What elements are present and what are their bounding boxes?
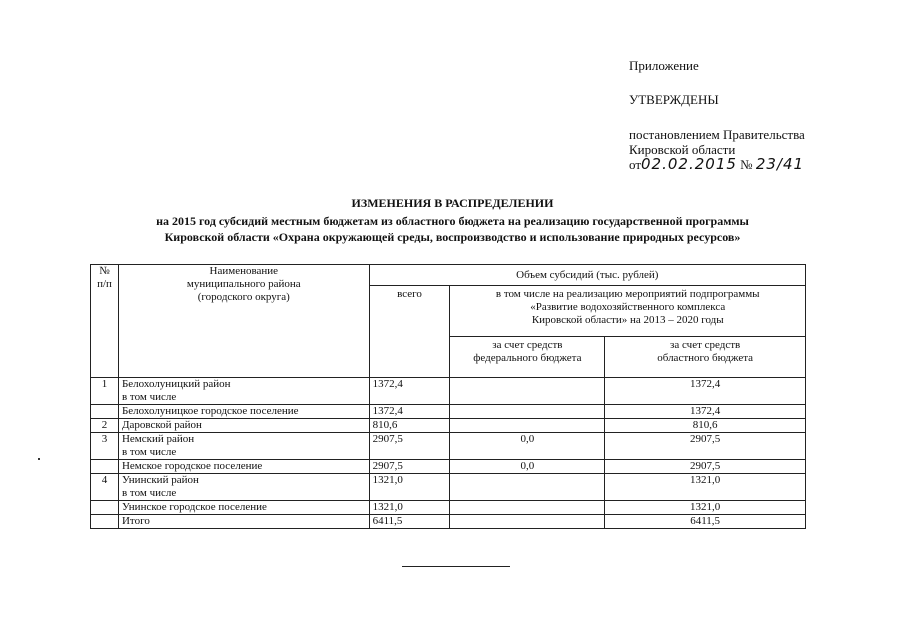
header-volume: Объем субсидий (тыс. рублей) [369,265,805,286]
from-prefix: от [629,157,642,172]
row-name: Немское городское поселение [118,460,369,474]
handwritten-number: 23/41 [755,155,805,173]
appendix-label: Приложение [629,58,699,73]
header-federal-line: за счет средств [492,339,563,351]
header-total: всего [369,286,450,378]
header-regional-line: за счет средств [670,339,741,351]
row-name [118,378,369,405]
row-num: 1 [91,378,119,405]
row-num [91,501,119,515]
table-row [91,433,806,460]
header-subprogram-line: Кировской области» на 2013 – 2020 годы [531,314,724,326]
row-regional: 1321,0 [605,501,806,515]
row-total: 810,6 [369,419,450,433]
row-regional: 1321,0 [605,474,806,501]
header-regional [605,337,806,378]
row-name-line: в том числе [121,446,177,458]
table-row [91,474,806,501]
scan-speck [38,458,40,460]
row-regional: 6411,5 [605,515,806,529]
row-name: Даровской район [118,419,369,433]
resolution-line-1: постановлением Правительства [629,127,805,142]
row-federal [450,405,605,419]
subsidy-table [90,264,806,529]
header-subprogram-line: в том числе на реализацию мероприятий подпрограммы [495,288,760,300]
header-name-line: муниципального района [186,278,301,290]
row-name-line: в том числе [121,487,177,499]
row-regional: 2907,5 [605,460,806,474]
header-name-line: (городского округа) [197,291,290,303]
header-subprogram-line: «Развитие водохозяйственного комплекса [530,301,726,313]
header-name [118,265,369,378]
row-regional: 1372,4 [605,405,806,419]
row-federal [450,419,605,433]
document-title: ИЗМЕНЕНИЯ В РАСПРЕДЕЛЕНИИ [351,196,554,210]
table-row [91,460,806,474]
header-federal [450,337,605,378]
row-federal [450,378,605,405]
header-num-line: № [99,265,110,277]
header-num [91,265,119,378]
row-regional: 810,6 [605,419,806,433]
header-subprogram [450,286,806,337]
table-row [91,405,806,419]
row-name: Итого [118,515,369,529]
handwritten-date: 02.02.2015 [641,155,737,173]
document-subtitle-line-2: Кировской области «Охрана окружающей среды, воспроизводство и использование природных ресурсов» [164,230,741,244]
table-row [91,501,806,515]
table-row [91,419,806,433]
row-regional: 1372,4 [605,378,806,405]
row-federal [450,501,605,515]
row-name: Белохолуницкое городское поселение [118,405,369,419]
resolution-date-line [629,157,804,172]
row-total: 1321,0 [369,501,450,515]
number-prefix: № [740,157,753,172]
row-num: 3 [91,433,119,460]
approved-label: УТВЕРЖДЕНЫ [629,92,719,107]
header-federal-line: федерального бюджета [473,352,582,364]
row-total: 2907,5 [369,460,450,474]
row-num [91,515,119,529]
header-name-line: Наименование [209,265,279,277]
row-name-line: в том числе [121,391,177,403]
closing-divider [402,566,510,567]
header-regional-line: областного бюджета [657,352,754,364]
row-total: 1372,4 [369,378,450,405]
row-name [118,474,369,501]
row-federal: 0,0 [450,460,605,474]
row-num [91,405,119,419]
row-name: Унинское городское поселение [118,501,369,515]
row-federal [450,474,605,501]
row-federal [450,515,605,529]
document-subtitle-line-1: на 2015 год субсидий местным бюджетам из областного бюджета на реализацию государственной программы [156,214,749,228]
table-row-total [91,515,806,529]
row-federal: 0,0 [450,433,605,460]
row-name-line: Немский район [121,433,195,445]
resolution-line-2: Кировской области [629,142,736,157]
row-name-line: Унинский район [121,474,199,486]
row-total: 6411,5 [369,515,450,529]
row-num: 4 [91,474,119,501]
row-total: 2907,5 [369,433,450,460]
row-total: 1372,4 [369,405,450,419]
row-num: 2 [91,419,119,433]
row-name-line: Белохолуницкий район [121,378,231,390]
row-num [91,460,119,474]
table-row [91,378,806,405]
row-name [118,433,369,460]
table-header-row [91,265,806,286]
header-num-line: п/п [97,278,112,290]
row-regional: 2907,5 [605,433,806,460]
row-total: 1321,0 [369,474,450,501]
